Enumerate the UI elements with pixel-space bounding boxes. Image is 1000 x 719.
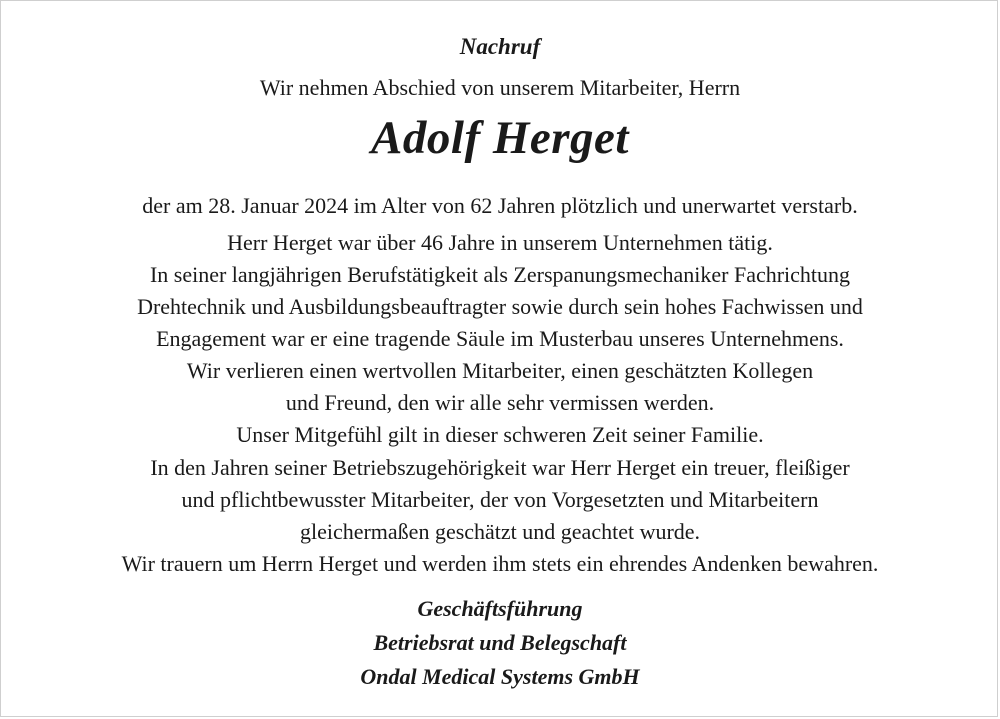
text-line: In seiner langjährigen Berufstätigkeit als Zerspanungsmechaniker Fachrichtung [149,262,851,287]
text-line: Herr Herget war über 46 Jahre in unserem Unternehmen tätig. [227,230,773,255]
signature-works-council: Betriebsrat und Belegschaft [373,630,627,655]
text-line: und Freund, den wir alle sehr vermissen werden. [285,390,715,415]
text-line: Engagement war er eine tragende Säule im Musterbau unseres Unternehmens. [156,326,844,351]
signature-block [0,592,1000,694]
notice-intro: Wir nehmen Abschied von unserem Mitarbeiter, Herrn [259,75,741,100]
text-line: der am 28. Januar 2024 im Alter von 62 Jahren plötzlich und unerwartet verstarb. [142,193,858,218]
signature-company: Ondal Medical Systems GmbH [360,664,640,689]
text-line: Unser Mitgefühl gilt in dieser schweren Zeit seiner Familie. [236,422,764,447]
signature-management: Geschäftsführung [417,596,583,621]
text-line: gleichermaßen geschätzt und geachtet wurde. [299,519,701,544]
text-line: Wir verlieren einen wertvollen Mitarbeiter, einen geschätzten Kollegen [186,358,814,383]
paragraph-character [0,452,1000,548]
paragraph-mourning [0,548,1000,580]
deceased-name: Adolf Herget [371,112,629,164]
text-line: Wir trauern um Herrn Herget und werden ihm stets ein ehrendes Andenken bewahren. [121,551,879,576]
text-line: Drehtechnik und Ausbildungsbeauftragter sowie durch sein hohes Fachwissen und [137,294,863,319]
text-line: In den Jahren seiner Betriebszugehörigkeit war Herr Herget ein treuer, fleißiger [150,455,850,480]
paragraph-career [0,227,1000,355]
paragraph-loss [0,355,1000,451]
paragraph-death-date [0,190,1000,222]
notice-heading: Nachruf [459,34,541,59]
text-line: und pflichtbewusster Mitarbeiter, der von Vorgesetzten und Mitarbeitern [181,487,819,512]
